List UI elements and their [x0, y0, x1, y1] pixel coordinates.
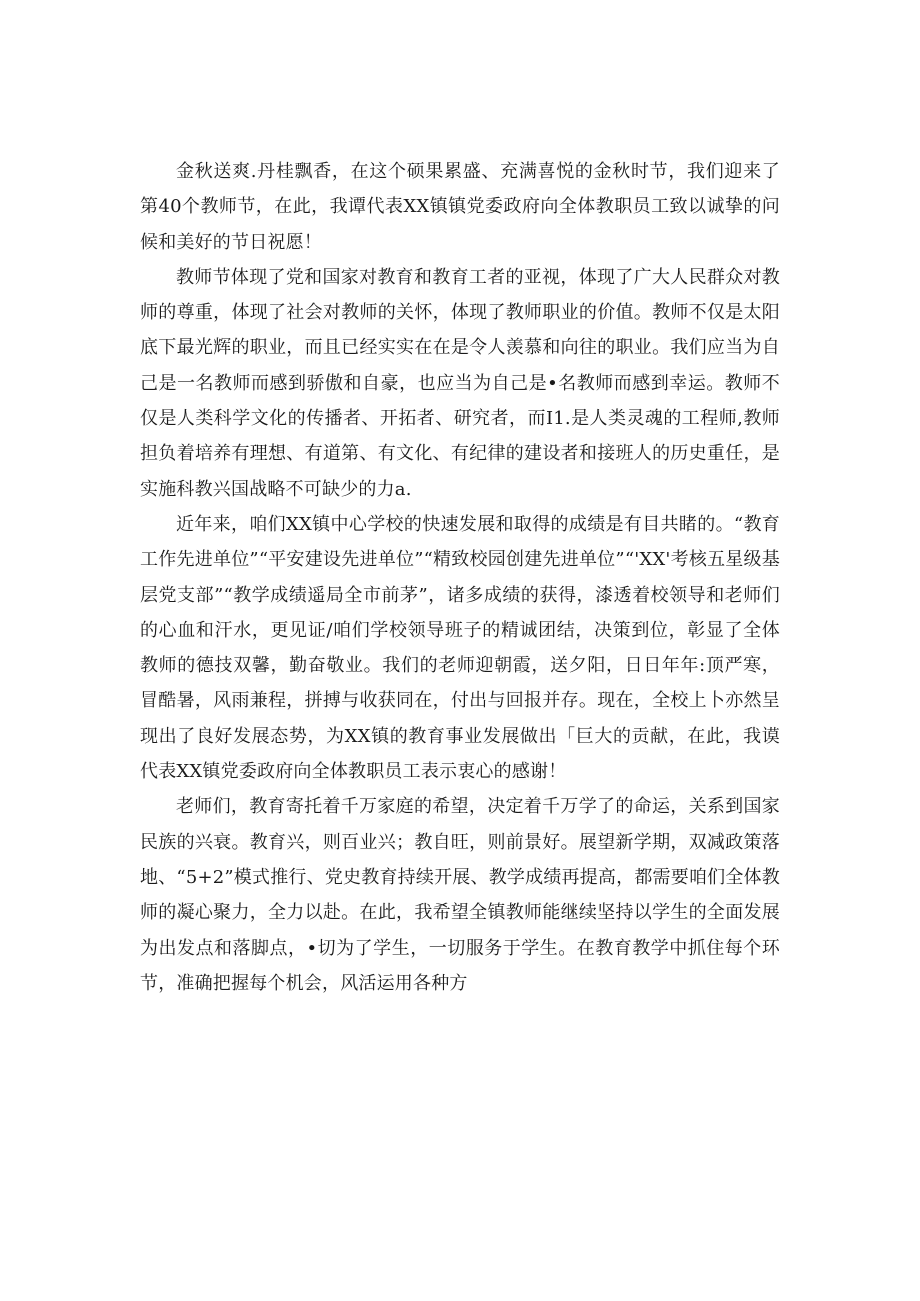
paragraph-greeting: 金秋送爽.丹桂飘香，在这个硕果累盛、充满喜悦的金秋时节，我们迎来了第40个教师节，在此，我谭代表XX镇镇党委政府向全体教职员工致以诚挚的问候和美好的节日祝愿！ [140, 161, 780, 253]
paragraph-teachers-day-meaning: 教师节体现了党和国家对教育和教育工者的亚视，体现了广大人民群众对教师的尊重，体现了社会对教师的关怀，体现了教师职业的价值。教师不仅是太阳底下最光辉的职业，而且已经实实在在是令人羡慕和向往的职业。我们应当为自己是一名教师而感到骄傲和自豪，也应当为自己是•名教师而感到幸运。教师不仅是人类科学文化的传播者、开拓者、研究者，而I1.是人类灵魂的工程师,教师担负着培养有理想、有道第、有文化、有纪律的建设者和接班人的历史重任，是实施科教兴国战略不可缺少的力a. [140, 266, 780, 500]
document-body [140, 154, 780, 1001]
paragraph-expectations: 老师们，教育寄托着千万家庭的希望，决定着千万学了的命运，关系到国家民族的兴衰。教育兴，则百业兴；教自旺，则前景好。展望新学期，双减政策落地、“5+2”模式推行、党史教育持续开展、教学成绩再提高，都需要咱们全体教师的凝心聚力，全力以赴。在此，我希望全镇教师能继续坚持以学生的全面发展为出发点和落脚点，•切为了学生，一切服务于学生。在教育教学中抓住每个环节，准确把握每个机会，风活运用各种方 [140, 796, 780, 994]
paragraph-school-achievements: 近年来，咱们XX镇中心学校的快速发展和取得的成绩是有目共睹的。“教育工作先进单位”“平安建设先进单位”“精致校园创建先进单位”“'XX'考核五星级基层党支部”“教学成绩遥局全市前茅”，诸多成绩的获得，漆透着校领导和老师们的心血和汗水，更见证/咱们学校领导班子的精诚团结，决策到位，彰显了全体教师的德技双馨，勤奋敬业。我们的老师迎朝霞，送夕阳，日日年年:顶严寒，冒酷暑，风雨兼程，拼搏与收获同在，付出与回报并存。现在，全校上卜亦然呈现出了良好发展态势，为XX镇的教育事业发展做出「巨大的贡献，在此，我谟代表XX镇党委政府向全体教职员工表示衷心的感谢！ [140, 513, 780, 783]
